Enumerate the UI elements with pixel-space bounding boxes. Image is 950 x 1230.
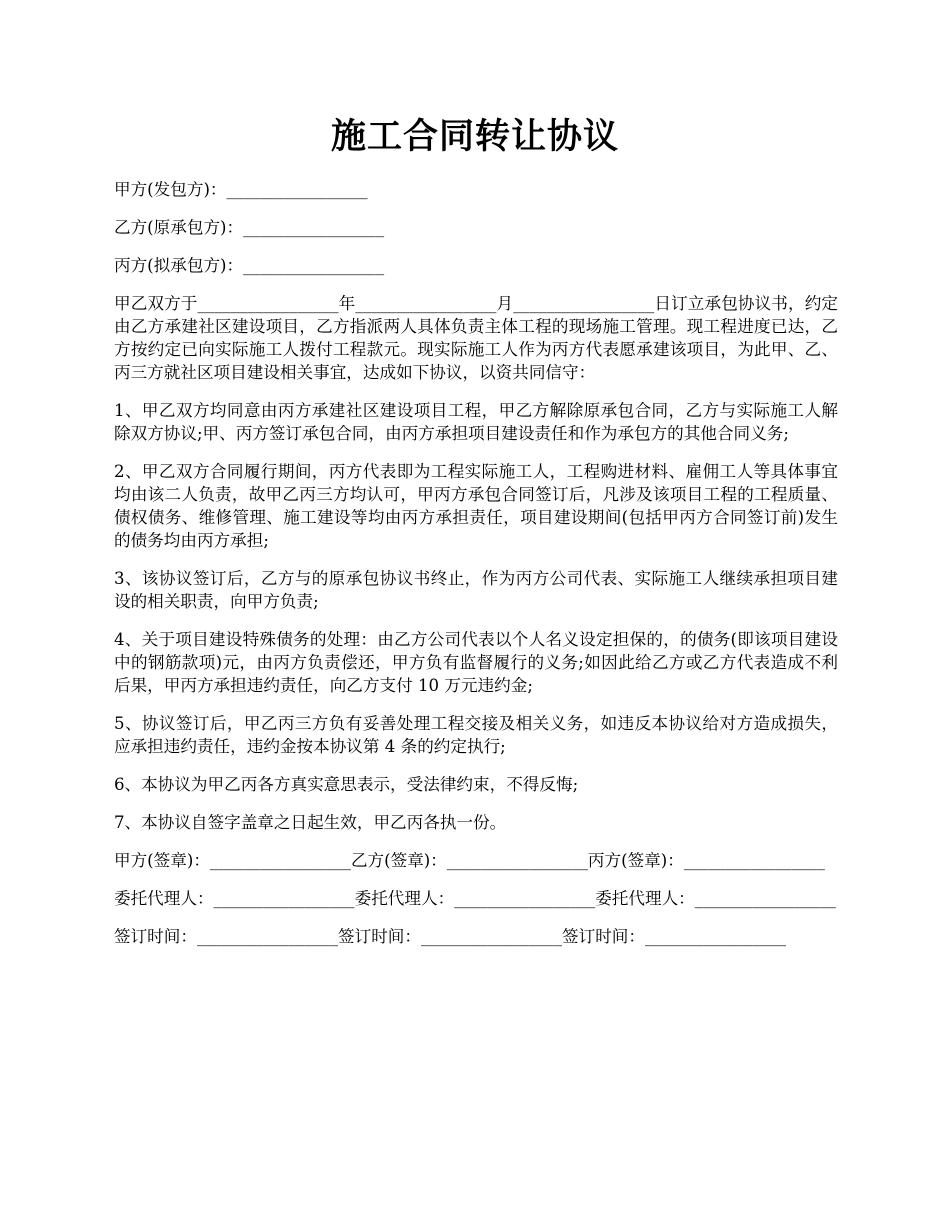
clause-1: 1、甲乙双方均同意由丙方承建社区建设项目工程，甲乙方解除原承包合同，乙方与实际施工人解除双方协议;甲、丙方签订承包合同，由丙方承担项目建设责任和作为承包方的其他合同义务; xyxy=(114,401,838,443)
intro-paragraph: 甲乙双方于_________________年_________________月_________________日订立承包协议书，约定由乙方承建社区建设项目，乙方指派两人具体负责主体工程的现场施工管理。现工程进度已达，乙方按约定已向实际施工人拨付工程款元。现实际施工人作为丙方代表愿承建该项目，为此甲、乙、丙三方就社区项目建设相关事宜，达成如下协议，以资共同信守： xyxy=(114,294,838,382)
agent-line: 委托代理人：_________________委托代理人：_________________委托代理人：_________________ xyxy=(114,889,836,908)
sign-date-line: 签订时间：_________________签订时间：_________________签订时间：_________________ xyxy=(114,927,787,946)
document-body xyxy=(114,178,838,963)
clause-3: 3、该协议签订后，乙方与的原承包协议书终止，作为丙方公司代表、实际施工人继续承担项目建设的相关职责，向甲方负责; xyxy=(114,569,838,611)
document-title: 施工合同转让协议 xyxy=(330,116,619,157)
clause-4: 4、关于项目建设特殊债务的处理：由乙方公司代表以个人名义设定担保的，的债务(即该项目建设中的钢筋款项)元，由丙方负责偿还，甲方负有监督履行的义务;如因此给乙方或乙方代表造成不利后果，甲丙方承担违约责任，向乙方支付 10 万元违约金; xyxy=(114,630,838,695)
signature-line: 甲方(签章)：_________________乙方(签章)：_________________丙方(签章)：_________________ xyxy=(114,851,825,870)
clause-6: 6、本协议为甲乙丙各方真实意思表示，受法律约束，不得反悔; xyxy=(114,775,579,794)
party-b-line: 乙方(原承包方)：_________________ xyxy=(114,218,385,237)
clause-2: 2、甲乙双方合同履行期间，丙方代表即为工程实际施工人，工程购进材料、雇佣工人等具体事宜均由该二人负责，故甲乙丙三方均认可，甲丙方承包合同签订后，凡涉及该项目工程的工程质量、债权债务、维修管理、施工建设等均由丙方承担责任，项目建设期间(包括甲丙方合同签订前)发生的债务均由丙方承担; xyxy=(114,462,838,550)
party-a-line: 甲方(发包方)：_________________ xyxy=(114,180,368,199)
clause-5: 5、协议签订后，甲乙丙三方负有妥善处理工程交接及相关义务，如违反本协议给对方造成损失，应承担违约责任，违约金按本协议第 4 条的约定执行; xyxy=(114,714,838,756)
party-c-line: 丙方(拟承包方)：_________________ xyxy=(114,256,385,275)
clause-7: 7、本协议自签字盖章之日起生效，甲乙丙各执一份。 xyxy=(114,813,507,832)
